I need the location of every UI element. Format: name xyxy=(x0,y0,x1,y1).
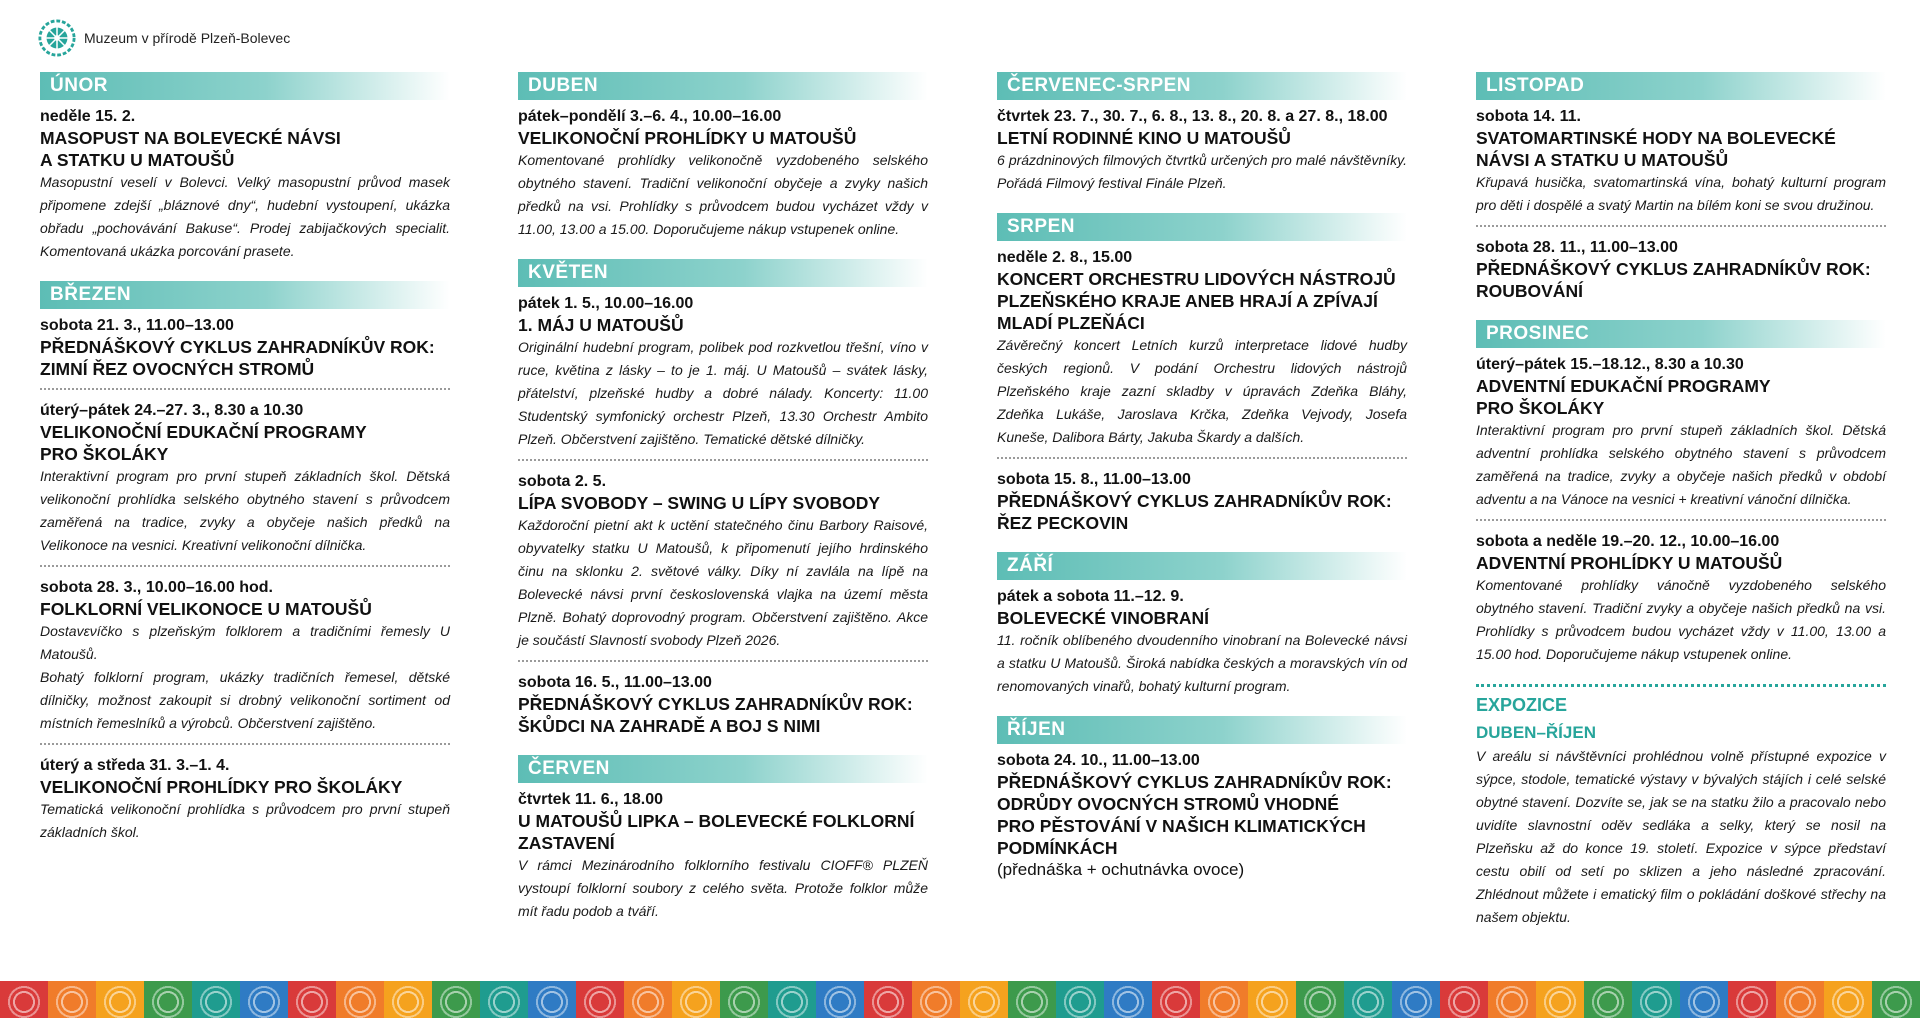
event xyxy=(518,471,928,662)
month-header: ÚNOR xyxy=(40,72,450,100)
exposition-heading: EXPOZICE xyxy=(1476,695,1568,715)
ornament-tile xyxy=(0,981,48,1018)
ornament-tile xyxy=(1200,981,1248,1018)
ornament-tile xyxy=(816,981,864,1018)
event xyxy=(518,106,928,249)
ornament-tile xyxy=(1344,981,1392,1018)
event xyxy=(997,469,1407,542)
month-header: ŘÍJEN xyxy=(997,716,1407,744)
event-title: SVATOMARTINSKÉ HODY NA BOLEVECKÉ NÁVSI A STATKU U MATOUŠŮ xyxy=(1476,128,1836,170)
month-header: PROSINEC xyxy=(1476,320,1886,348)
ornament-tile xyxy=(1632,981,1680,1018)
event-note: (přednáška + ochutnávka ovoce) xyxy=(997,860,1245,879)
event-description: Interaktivní program pro první stupeň základních škol. Dětská velikonoční prohlídka selského obytného stavení s průvodcem zaměřená na tradice, zvyky a obyčeje našich předků na Velikonoce na vesnici. Kreativní velikonoční dílnička. xyxy=(40,468,450,553)
event-description: 6 prázdninových filmových čtvrtků určených pro malé návštěvníky. Pořádá Filmový festival Finále Plzeň. xyxy=(997,152,1407,191)
ornament-tile xyxy=(624,981,672,1018)
event xyxy=(40,755,450,852)
event-title: PŘEDNÁŠKOVÝ CYKLUS ZAHRADNÍKŮV ROK: ZIMNÍ ŘEZ OVOCNÝCH STROMŮ xyxy=(40,337,435,379)
event-title: BOLEVECKÉ VINOBRANÍ xyxy=(997,608,1209,628)
column-1 xyxy=(40,72,450,862)
event-date: neděle 15. 2. xyxy=(40,108,136,125)
event-title: PŘEDNÁŠKOVÝ CYKLUS ZAHRADNÍKŮV ROK: ŘEZ PECKOVIN xyxy=(997,491,1392,533)
event-description: Masopustní veselí v Bolevci. Velký masopustní průvod masek připomene zdejší „bláznové dny“, hudební vystoupení, ukázka obřadu „pochovávání Bakuse“. Prodej zabijačkových specialit. Komentovaná ukázka porcování prasete. xyxy=(40,174,450,259)
event-date: pátek a sobota 11.–12. 9. xyxy=(997,588,1184,605)
ornament-tile xyxy=(144,981,192,1018)
event-description: Dostavενíčko s plzeňským folklorem a tradičními řemesly U Matoušů. Bohatý folklorní program, ukázky tradičních řemesel, dětské dílničky, možnost zakoupit si drobný velikonoční sortiment od místních řemeslníků a výrobců. Občerstvení zajištěno. xyxy=(40,623,450,731)
event-title: LETNÍ RODINNÉ KINO U MATOUŠŮ xyxy=(997,128,1291,148)
ornament-tile xyxy=(288,981,336,1018)
month-header: KVĚTEN xyxy=(518,259,928,287)
event xyxy=(518,293,928,461)
ornament-tile xyxy=(768,981,816,1018)
folk-ornament-band xyxy=(0,981,1920,1018)
event xyxy=(1476,354,1886,521)
ornament-tile xyxy=(1824,981,1872,1018)
event xyxy=(1476,531,1886,674)
event xyxy=(997,106,1407,203)
event-date: sobota a neděle 19.–20. 12., 10.00–16.00 xyxy=(1476,533,1780,550)
ornament-tile xyxy=(1056,981,1104,1018)
event-date: sobota 24. 10., 11.00–13.00 xyxy=(997,752,1200,769)
exposition-description: V areálu si návštěvníci prohlédnou volně přístupné expozice v sýpce, stodole, tematické výstavy v bývalých stájích i celé selské obytné stavení. Dozvíte se, jak se na statku žilo a pracovalo nebo uvidíte slavnostní oděv sedláka a selky, který se nosil na Plzeňsku až do konce 19. století. Expozice v sýpce představí cestu obilí od setí po sklizen a jeho následné zpracování. Zhlédnout můžete i ematický film o pokládání doškové střechy na našem objektu. xyxy=(1476,748,1886,925)
column-2 xyxy=(518,72,928,941)
event-date: čtvrtek 23. 7., 30. 7., 6. 8., 13. 8., 20. 8. a 27. 8., 18.00 xyxy=(997,108,1388,125)
ornament-tile xyxy=(1248,981,1296,1018)
ornament-tile xyxy=(240,981,288,1018)
event-description: Komentované prohlídky vánočně vyzdobeného selského obytného stavení. Tradiční zvyky a obyčeje našich předků na vsi. Prohlídky s průvodcem budou vycházet vždy v 11.00, 13.00 a 15.00 hod. Doporučujeme nákup vstupenek online. xyxy=(1476,577,1886,662)
ornament-tile xyxy=(1584,981,1632,1018)
month-header: LISTOPAD xyxy=(1476,72,1886,100)
event-description: Každoroční pietní akt k uctění statečného činu Barbory Raisové, obyvatelky statku U Matoušů, k připomenutí jejího hrdinského činu na sklonku 2. světové války. Díky ní zavlála na lípě na Bolevecké návsi první československá vlajka na území města Plzně. Bohatý doprovodný program. Občerstvení zajištěno. Akce je součástí Slavností svobody Plzeň 2026. xyxy=(518,517,928,648)
ornament-tile xyxy=(384,981,432,1018)
event-description: Originální hudební program, polibek pod rozkvetlou třešní, víno v ruce, květina z lásky – to je 1. máj. U Matoušů – svátek lásky, přátelství, plzeňské hudby a dobré nálady. Koncerty: 11.00 Studentský symfonický orchestr Plzeň, 13.30 Orchestr Ambito Plzeň. Občerstvení zajištěno. Tematické dětské dílničky. xyxy=(518,339,928,447)
ornament-tile xyxy=(576,981,624,1018)
event xyxy=(997,750,1407,889)
event xyxy=(1476,106,1886,227)
ornament-tile xyxy=(912,981,960,1018)
header xyxy=(38,18,290,58)
event-date: úterý–pátek 15.–18.12., 8.30 a 10.30 xyxy=(1476,356,1744,373)
exposition-divider xyxy=(1476,684,1886,687)
event-date: sobota 15. 8., 11.00–13.00 xyxy=(997,471,1191,488)
event xyxy=(1476,237,1886,310)
month-header: ZÁŘÍ xyxy=(997,552,1407,580)
ornament-tile xyxy=(528,981,576,1018)
event xyxy=(40,315,450,390)
event-description: Interaktivní program pro první stupeň základních škol. Dětská adventní prohlídka selského obytného stavení s průvodcem zaměřená na tradice, zvyky a obyčeje našich předků v období adventu a na Vánoce na vesnici + kreativní vánoční dílnička. xyxy=(1476,422,1886,507)
ornament-tile xyxy=(192,981,240,1018)
event xyxy=(518,789,928,931)
event-date: úterý a středa 31. 3.–1. 4. xyxy=(40,757,230,774)
event-date: pátek 1. 5., 10.00–16.00 xyxy=(518,295,694,312)
ornament-tile xyxy=(1680,981,1728,1018)
column-3 xyxy=(997,72,1407,899)
event-date: úterý–pátek 24.–27. 3., 8.30 a 10.30 xyxy=(40,402,304,419)
event-description: V rámci Mezinárodního folklorního festivalu CIOFF® PLZEŇ vystoupí folklorní soubory z celého světa. Protože folklor může mít řadu podob a tváří. xyxy=(518,857,928,919)
ornament-tile xyxy=(960,981,1008,1018)
ornament-tile xyxy=(96,981,144,1018)
ornament-tile xyxy=(1872,981,1920,1018)
ornament-tile xyxy=(480,981,528,1018)
event xyxy=(40,400,450,567)
ornament-tile xyxy=(672,981,720,1018)
event-title: VELIKONOČNÍ EDUKAČNÍ PROGRAMY PRO ŠKOLÁKY xyxy=(40,422,367,464)
month-header: SRPEN xyxy=(997,213,1407,241)
event-title: PŘEDNÁŠKOVÝ CYKLUS ZAHRADNÍKŮV ROK: ROUBOVÁNÍ xyxy=(1476,259,1871,301)
event-date: sobota 14. 11. xyxy=(1476,108,1581,125)
event xyxy=(518,672,928,745)
ornament-tile xyxy=(432,981,480,1018)
event-date: čtvrtek 11. 6., 18.00 xyxy=(518,791,663,808)
ornament-tile xyxy=(1152,981,1200,1018)
event-title: ADVENTNÍ EDUKAČNÍ PROGRAMY PRO ŠKOLÁKY xyxy=(1476,376,1771,418)
event-title: FOLKLORNÍ VELIKONOCE U MATOUŠŮ xyxy=(40,599,372,619)
ornament-tile xyxy=(1104,981,1152,1018)
ornament-tile xyxy=(1296,981,1344,1018)
museum-logo-icon xyxy=(38,19,76,57)
ornament-tile xyxy=(1008,981,1056,1018)
event-title: VELIKONOČNÍ PROHLÍDKY PRO ŠKOLÁKY xyxy=(40,777,403,797)
event-description: 11. ročník oblíbeného dvoudenního vinobraní na Bolevecké návsi a statku U Matoušů. Široká nabídka českých a moravských vín od renomovaných vinařů, bohatý kulturní program. xyxy=(997,632,1407,694)
event-date: sobota 28. 11., 11.00–13.00 xyxy=(1476,239,1678,256)
event-description: Závěrečný koncert Letních kurzů interpretace lidové hudby českých regionů. V podání Orchestru lidových nástrojů Plzeňského kraje zazní skladby v úpravách Zdeňka Bláhy, Zdeňka Lukáše, Jaroslava Krčka, Zdeňka Vejvody, Josefa Kuneše, Dalibora Bárty, Jakuba Škardy a dalších. xyxy=(997,337,1407,445)
event-description: Křupavá husička, svatomartinská vína, bohatý kulturní program pro děti i dospělé a svatý Martin na bílém koni se svou družinou. xyxy=(1476,174,1886,213)
month-header: ČERVEN xyxy=(518,755,928,783)
ornament-tile xyxy=(720,981,768,1018)
event-title: MASOPUST NA BOLEVECKÉ NÁVSI A STATKU U MATOUŠŮ xyxy=(40,128,341,170)
ornament-tile xyxy=(1440,981,1488,1018)
column-4 xyxy=(1476,72,1886,929)
ornament-tile xyxy=(1728,981,1776,1018)
month-header: ČERVENEC-SRPEN xyxy=(997,72,1407,100)
event xyxy=(997,586,1407,706)
event-date: neděle 2. 8., 15.00 xyxy=(997,249,1133,266)
event-description: Tematická velikonoční prohlídka s průvodcem pro první stupeň základních škol. xyxy=(40,801,450,840)
event-date: sobota 16. 5., 11.00–13.00 xyxy=(518,674,712,691)
event xyxy=(997,247,1407,459)
event-title: 1. MÁJ U MATOUŠŮ xyxy=(518,315,684,335)
event-title: ADVENTNÍ PROHLÍDKY U MATOUŠŮ xyxy=(1476,553,1783,573)
ornament-tile xyxy=(1488,981,1536,1018)
ornament-tile xyxy=(1392,981,1440,1018)
event-date: pátek–pondělí 3.–6. 4., 10.00–16.00 xyxy=(518,108,782,125)
event-title: PŘEDNÁŠKOVÝ CYKLUS ZAHRADNÍKŮV ROK: ODRŮDY OVOCNÝCH STROMŮ VHODNÉ PRO PĚSTOVÁNÍ V NAŠICH KLIMATICKÝCH PODMÍNKÁCH xyxy=(997,772,1392,858)
event xyxy=(40,577,450,745)
ornament-tile xyxy=(1776,981,1824,1018)
month-header: DUBEN xyxy=(518,72,928,100)
event-title: KONCERT ORCHESTRU LIDOVÝCH NÁSTROJŮ PLZEŇSKÉHO KRAJE ANEB HRAJÍ A ZPÍVAJÍ MLADÍ PLZEŇÁCI xyxy=(997,269,1396,333)
ornament-tile xyxy=(1536,981,1584,1018)
ornament-tile xyxy=(336,981,384,1018)
month-header: BŘEZEN xyxy=(40,281,450,309)
event-description: Komentované prohlídky velikonočně vyzdobeného selského obytného stavení. Tradiční velikonoční obyčeje a zvyky našich předků na vsi. Prohlídky s průvodcem budou vycházet vždy v 11.00, 13.00 a 15.00. Doporučujeme nákup vstupenek online. xyxy=(518,152,928,237)
event xyxy=(40,106,450,271)
event-title: VELIKONOČNÍ PROHLÍDKY U MATOUŠŮ xyxy=(518,128,857,148)
event-title: LÍPA SVOBODY – SWING U LÍPY SVOBODY xyxy=(518,493,881,513)
event-date: sobota 2. 5. xyxy=(518,473,607,490)
exposition-period: DUBEN–ŘÍJEN xyxy=(1476,723,1596,742)
ornament-tile xyxy=(864,981,912,1018)
event-date: sobota 21. 3., 11.00–13.00 xyxy=(40,317,234,334)
ornament-tile xyxy=(48,981,96,1018)
event-title: U MATOUŠŮ LIPKA – BOLEVECKÉ FOLKLORNÍ ZASTAVENÍ xyxy=(518,811,915,853)
org-name: Muzeum v přírodě Plzeň-Bolevec xyxy=(84,30,291,46)
event-date: sobota 28. 3., 10.00–16.00 hod. xyxy=(40,579,273,596)
event-title: PŘEDNÁŠKOVÝ CYKLUS ZAHRADNÍKŮV ROK: ŠKŮDCI NA ZAHRADĚ A BOJ S NIMI xyxy=(518,694,913,736)
